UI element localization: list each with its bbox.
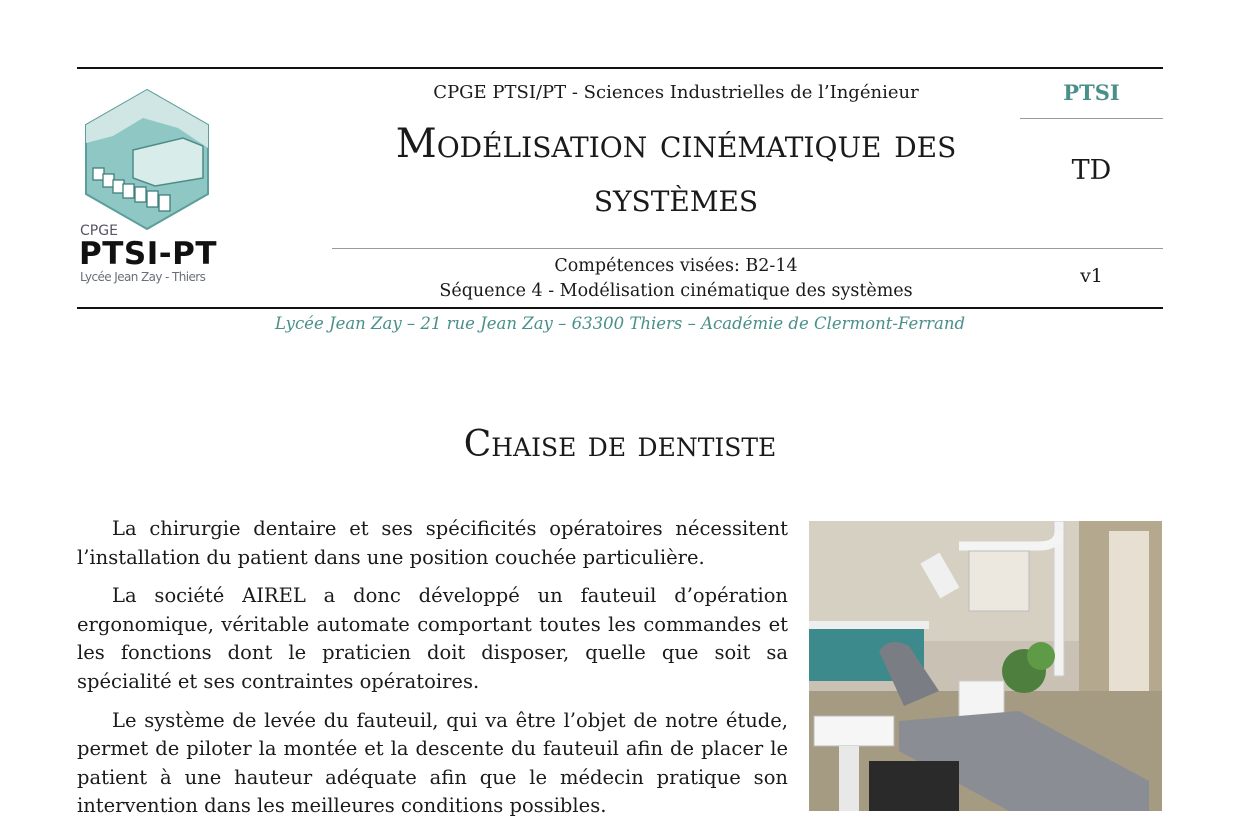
school-logo	[79, 86, 219, 291]
dentist-chair-photo	[809, 521, 1162, 811]
course-name: CPGE PTSI/PT - Sciences Industrielles de l’Ingénieur	[433, 82, 919, 103]
header-competences-divider	[332, 248, 1163, 249]
section-title: Chaise de dentiste	[463, 424, 777, 465]
document-version: v1	[1080, 265, 1103, 287]
logo-school: Lycée Jean Zay - Thiers	[80, 270, 206, 284]
body-text	[77, 515, 788, 831]
competences-block	[332, 254, 1020, 304]
paragraph: La société AIREL a donc développé un fauteuil d’opération ergonomique, véritable automate comportant toutes les commandes et les fonctions dont le praticien doit disposer, quelle que soit sa spécialité et ses contraintes opératoires.	[77, 584, 788, 693]
document-title: Modélisation cinématique des systèmes	[395, 121, 957, 221]
school-address: Lycée Jean Zay – 21 rue Jean Zay – 63300 Thiers – Académie de Clermont-Ferrand	[274, 314, 966, 333]
dentist-chair-image	[809, 521, 1162, 811]
logo-name: PTSI-PT	[79, 236, 217, 272]
paragraph: Le système de levée du fauteuil, qui va être l’objet de notre étude, permet de piloter la montée et la descente du fauteuil afin de placer le patient à une hauteur adéquate afin que le médecin pratique son intervention dans les meilleures conditions possibles.	[77, 708, 788, 818]
header-top-rule	[77, 67, 1163, 69]
competences-text: Compétences visées: B2-14	[554, 256, 798, 276]
paragraph: La chirurgie dentaire et ses spécificités opératoires nécessitent l’installation du patient dans une position couchée particulière.	[77, 517, 788, 569]
level-badge: PTSI	[1063, 80, 1120, 105]
header-bottom-rule	[77, 307, 1163, 309]
document-type: TD	[1071, 155, 1112, 186]
logo-cpge-label: CPGE	[80, 223, 118, 239]
header-level-divider	[1020, 118, 1163, 119]
sequence-text: Séquence 4 - Modélisation cinématique des systèmes	[439, 281, 913, 301]
hexagon-logo-icon	[83, 88, 211, 230]
